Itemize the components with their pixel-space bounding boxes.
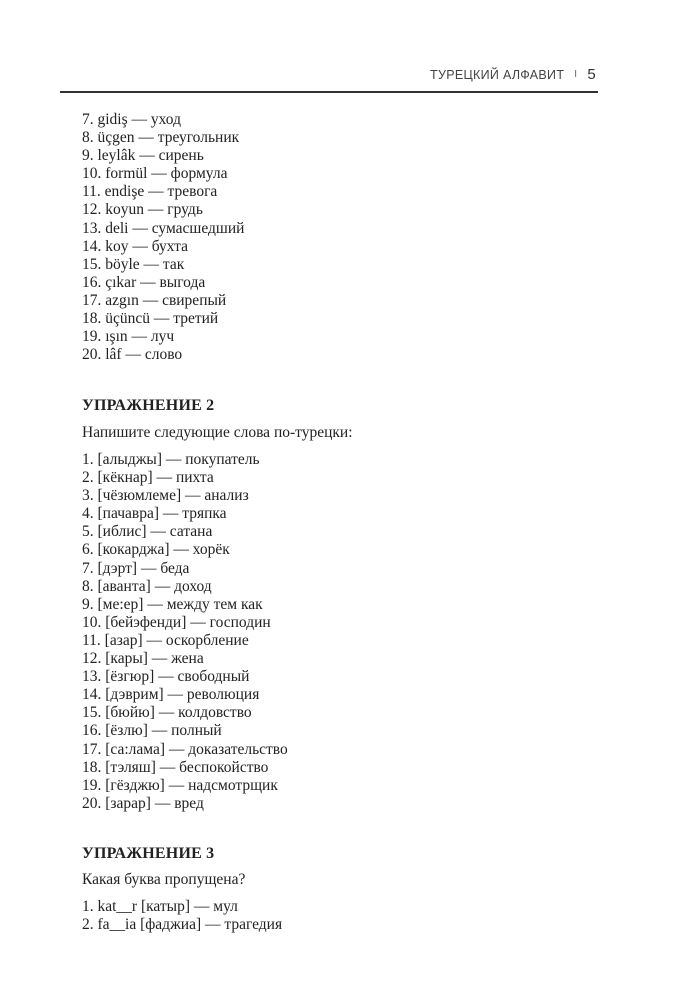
list-item: 10. [бейэфенди] — господин: [82, 613, 271, 631]
list-item: 8. [аванта] — доход: [82, 577, 212, 595]
list-item: 15. [бюйю] — колдовство: [82, 704, 252, 722]
exercise-3-heading: УПРАЖНЕНИЕ 3: [82, 845, 215, 862]
chapter-title: ТУРЕЦКИЙ АЛФАВИТ: [430, 67, 565, 82]
list-item: 19. [гёзджю] — надсмотрщик: [82, 776, 278, 794]
exercise-3-list: [82, 898, 282, 934]
list-item: 20. [зарар] — вред: [82, 794, 204, 812]
list-item: 8. üçgen — треугольник: [82, 129, 240, 147]
list-item: 2. [кёкнар] — пихта: [82, 469, 214, 487]
header-rule: [60, 91, 598, 93]
exercise-2-heading: УПРАЖНЕНИЕ 2: [82, 397, 215, 414]
exercise-2-instruction: Напишите следующие слова по-турецки:: [82, 424, 353, 441]
list-item: 17. [са:лама] — доказательство: [82, 740, 288, 758]
list-item: 9. leylâk — сирень: [82, 147, 204, 165]
list-item: 2. fa__ia [фаджиа] — трагедия: [82, 916, 283, 934]
list-item: 5. [иблис] — сатана: [82, 523, 213, 541]
list-item: 7. [дэрт] — беда: [82, 559, 190, 577]
exercise-2-list: [82, 451, 288, 813]
list-item: 7. gidiş — уход: [82, 111, 181, 128]
page-number: 5: [587, 66, 596, 83]
list-item: 6. [кокарджа] — хорёк: [82, 541, 230, 559]
list-item: 1. kat__r [катыр] — мул: [82, 898, 238, 915]
list-item: 13. deli — сумасшедший: [82, 219, 245, 237]
exercise-3-instruction: Какая буква пропущена?: [82, 871, 246, 888]
list-item: 9. [ме:ер] — между тем как: [82, 595, 263, 613]
list-item: 12. [кары] — жена: [82, 650, 204, 668]
list-item: 16. [ёзлю] — полный: [82, 722, 222, 740]
list-item: 11. [азар] — оскорбление: [82, 631, 249, 649]
list-item: 19. ışın — луч: [82, 328, 175, 346]
list-item: 13. [ёзгюр] — свободный: [82, 668, 250, 686]
list-item: 10. formül — формула: [82, 165, 228, 183]
list-item: 18. [тэляш] — беспокойство: [82, 758, 269, 776]
list-item: 18. üçüncü — третий: [82, 310, 219, 328]
running-head: [430, 66, 596, 83]
list-item: 16. çıkar — выгода: [82, 273, 206, 291]
header-separator: I: [574, 69, 578, 80]
list-item: 12. koyun — грудь: [82, 201, 203, 219]
list-item: 14. [дэврим] — революция: [82, 686, 260, 704]
list-item: 11. endişe — тревога: [82, 183, 218, 201]
list-item: 1. [алыджы] — покупатель: [82, 451, 260, 468]
list-item: 4. [пачавра] — тряпка: [82, 505, 227, 523]
list-item: 15. böyle — так: [82, 255, 185, 273]
list-item: 20. lâf — слово: [82, 346, 183, 364]
word-list-1: [82, 111, 244, 364]
list-item: 17. azgın — свирепый: [82, 291, 227, 309]
list-item: 14. koy — бухта: [82, 237, 189, 255]
list-item: 3. [чёзюмлеме] — анализ: [82, 487, 249, 505]
